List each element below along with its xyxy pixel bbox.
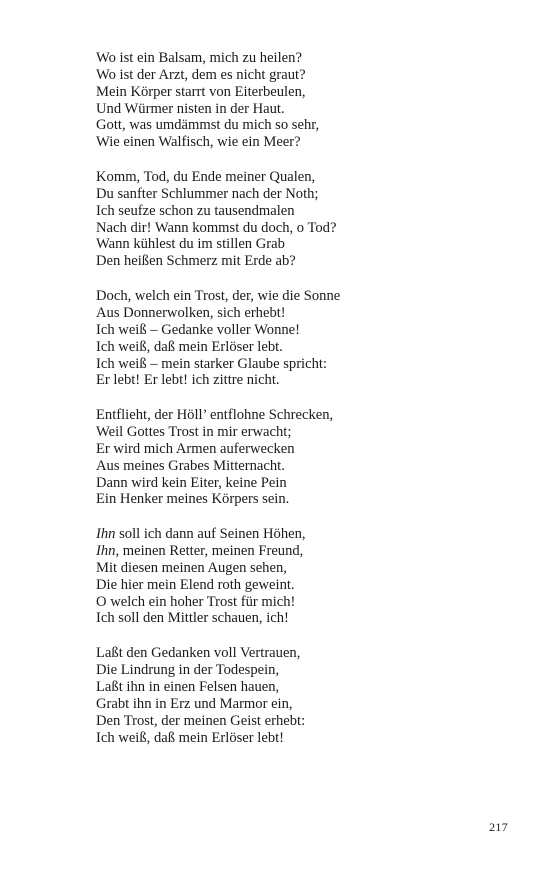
emphasized-word: Ihn bbox=[96, 543, 116, 560]
line-text: Du sanfter Schlummer nach der Noth; bbox=[96, 185, 319, 202]
poem-line bbox=[96, 186, 496, 203]
line-text: Ich soll den Mittler schauen, ich! bbox=[96, 610, 289, 627]
poem-line bbox=[96, 577, 496, 594]
poem-line bbox=[96, 713, 496, 730]
poem-line bbox=[96, 84, 496, 101]
poem-line bbox=[96, 288, 496, 305]
poem-text bbox=[96, 50, 496, 764]
line-text: Laßt den Gedanken voll Vertrauen, bbox=[96, 645, 301, 662]
poem-line bbox=[96, 730, 496, 747]
poem-line bbox=[96, 117, 496, 134]
page-number: 217 bbox=[489, 820, 508, 834]
line-text: Den heißen Schmerz mit Erde ab? bbox=[96, 253, 296, 270]
line-text: Ich weiß – mein starker Glaube spricht: bbox=[96, 355, 327, 372]
poem-line bbox=[96, 645, 496, 662]
poem-line bbox=[96, 560, 496, 577]
line-text: Ich weiß, daß mein Erlöser lebt. bbox=[96, 338, 283, 355]
line-text: Mit diesen meinen Augen sehen, bbox=[96, 559, 287, 576]
poem-line bbox=[96, 339, 496, 356]
line-text: Er wird mich Armen auferwecken bbox=[96, 440, 295, 457]
poem-line bbox=[96, 322, 496, 339]
line-text: Aus meines Grabes Mitternacht. bbox=[96, 457, 285, 474]
stanza bbox=[96, 407, 496, 508]
line-text: Wann kühlest du im stillen Grab bbox=[96, 236, 285, 253]
poem-line bbox=[96, 134, 496, 151]
line-text: O welch ein hoher Trost für mich! bbox=[96, 593, 296, 610]
stanza bbox=[96, 169, 496, 270]
poem-line bbox=[96, 696, 496, 713]
line-text: Ein Henker meines Körpers sein. bbox=[96, 491, 290, 508]
line-text: Wo ist der Arzt, dem es nicht graut? bbox=[96, 66, 306, 83]
line-text: Den Trost, der meinen Geist erhebt: bbox=[96, 712, 306, 729]
poem-line bbox=[96, 424, 496, 441]
emphasized-word: Ihn bbox=[96, 526, 116, 543]
line-text: Wie einen Walfisch, wie ein Meer? bbox=[96, 134, 301, 151]
line-text: Die hier mein Elend roth geweint. bbox=[96, 576, 295, 593]
poem-line bbox=[96, 220, 496, 237]
stanza bbox=[96, 645, 496, 746]
line-text: Aus Donnerwolken, sich erhebt! bbox=[96, 304, 286, 321]
poem-line bbox=[96, 543, 496, 560]
poem-line bbox=[96, 67, 496, 84]
poem-line bbox=[96, 253, 496, 270]
line-text: Komm, Tod, du Ende meiner Qualen, bbox=[96, 169, 316, 186]
line-text: Dann wird kein Eiter, keine Pein bbox=[96, 474, 287, 491]
poem-line bbox=[96, 407, 496, 424]
line-text: Gott, was umdämmst du mich so sehr, bbox=[96, 117, 320, 134]
stanza bbox=[96, 50, 496, 151]
poem-line bbox=[96, 203, 496, 220]
line-text: Wo ist ein Balsam, mich zu heilen? bbox=[96, 50, 302, 66]
poem-line bbox=[96, 679, 496, 696]
line-text: Doch, welch ein Trost, der, wie die Sonne bbox=[96, 288, 341, 305]
poem-line bbox=[96, 236, 496, 253]
poem-line bbox=[96, 372, 496, 389]
line-text: , meinen Retter, meinen Freund, bbox=[115, 543, 304, 560]
poem-line bbox=[96, 475, 496, 492]
poem-line bbox=[96, 50, 496, 67]
line-text: soll ich dann auf Seinen Höhen, bbox=[115, 526, 306, 543]
line-text: Laßt ihn in einen Felsen hauen, bbox=[96, 679, 280, 695]
stanza bbox=[96, 288, 496, 389]
poem-line bbox=[96, 526, 496, 543]
line-text: Er lebt! Er lebt! ich zittre nicht. bbox=[96, 372, 280, 389]
line-text: Ich seufze schon zu tausendmalen bbox=[96, 202, 295, 219]
poem-line bbox=[96, 169, 496, 186]
line-text: Nach dir! Wann kommst du doch, o Tod? bbox=[96, 219, 337, 236]
poem-line bbox=[96, 458, 496, 475]
poem-line bbox=[96, 491, 496, 508]
line-text: Mein Körper starrt von Eiterbeulen, bbox=[96, 83, 306, 100]
stanza bbox=[96, 526, 496, 627]
poem-line bbox=[96, 441, 496, 458]
poem-line bbox=[96, 356, 496, 373]
line-text: Die Lindrung in der Todespein, bbox=[96, 662, 280, 679]
poem-line bbox=[96, 305, 496, 322]
line-text: Ich weiß, daß mein Erlöser lebt! bbox=[96, 729, 285, 746]
line-text: Ich weiß – Gedanke voller Wonne! bbox=[96, 321, 301, 338]
poem-line bbox=[96, 610, 496, 627]
line-text: Grabt ihn in Erz und Marmor ein, bbox=[96, 695, 293, 712]
poem-line bbox=[96, 101, 496, 118]
poem-line bbox=[96, 662, 496, 679]
poem-line bbox=[96, 594, 496, 611]
line-text: Entflieht, der Höll’ entflohne Schrecken, bbox=[96, 407, 334, 424]
line-text: Weil Gottes Trost in mir erwacht; bbox=[96, 424, 292, 441]
line-text: Und Würmer nisten in der Haut. bbox=[96, 100, 285, 117]
